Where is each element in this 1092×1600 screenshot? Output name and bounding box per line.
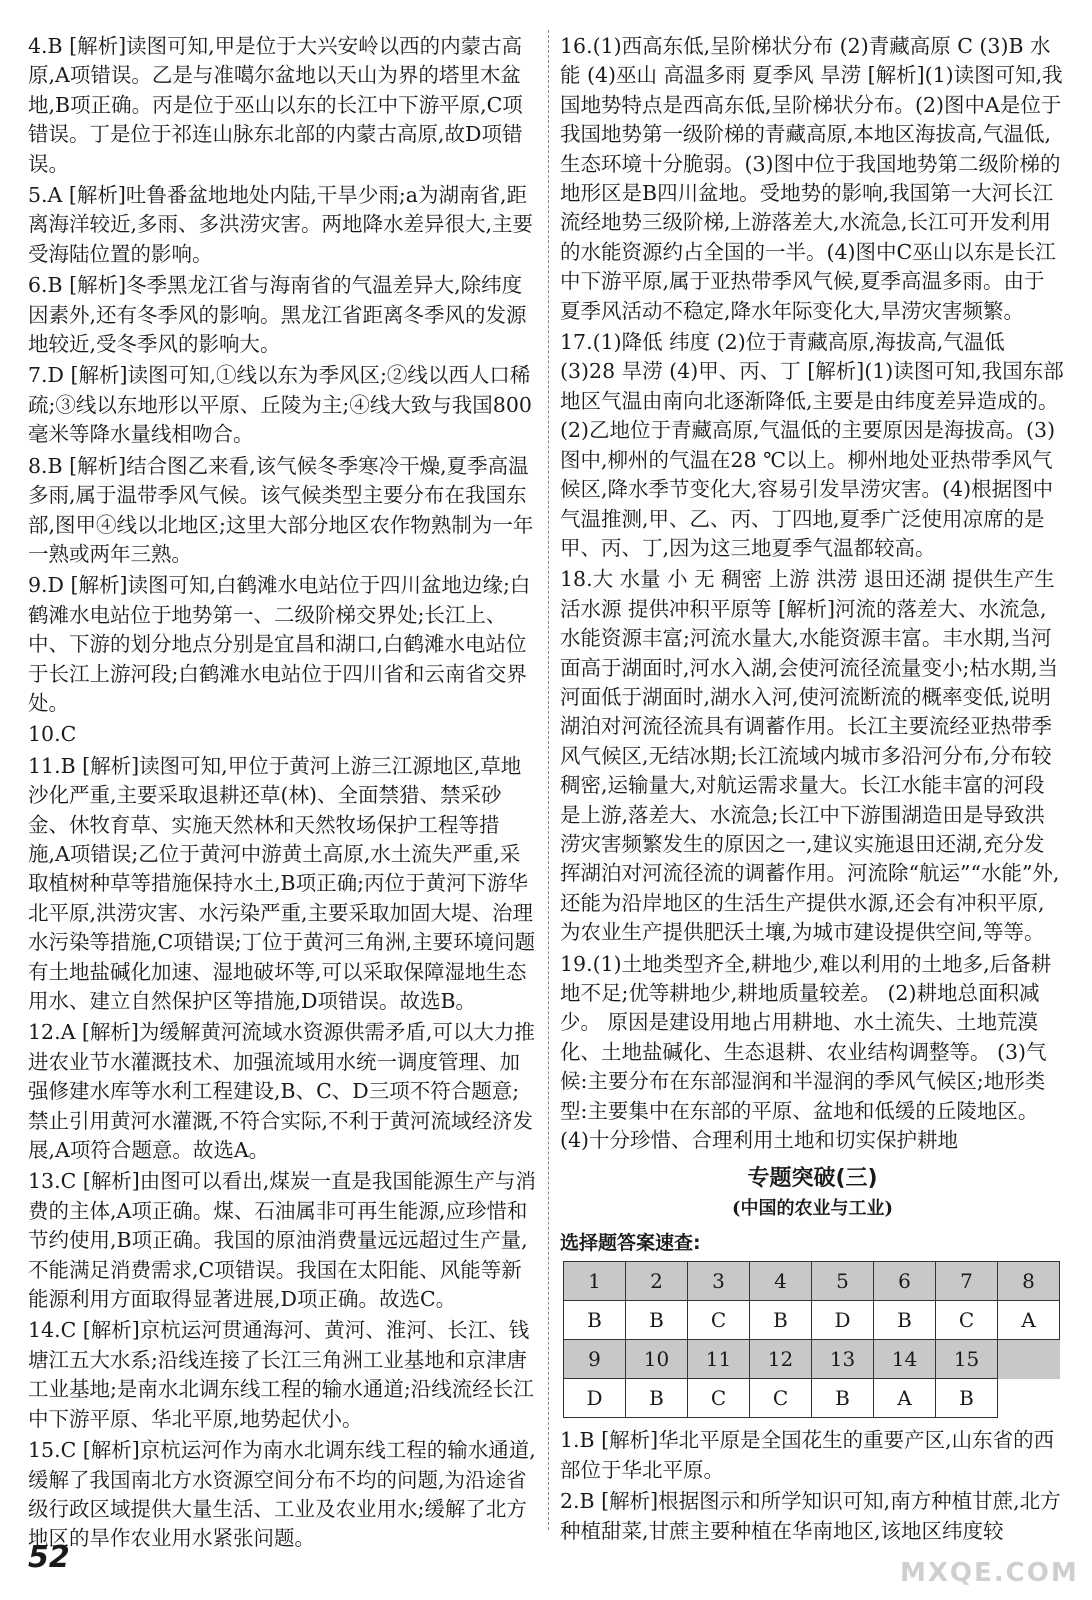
question-number-cell: 12 <box>750 1340 812 1379</box>
question-number-cell: 4 <box>750 1262 812 1301</box>
answer-table-row <box>564 1340 1060 1379</box>
answer-item: 15.C [解析]京杭运河作为南水北调东线工程的输水通道,缓解了我国南北方水资源空间分布不均的问题,为沿途省级行政区域提供大量生活、工业及农业用水;缓解了北方地区的旱作农业用水紧张问题。 <box>28 1438 536 1551</box>
empty-cell <box>998 1379 1060 1418</box>
answer-item: 12.A [解析]为缓解黄河流域水资源供需矛盾,可以大力推进农业节水灌溉技术、加强流域用水统一调度管理、加强修建水库等水利工程建设,B、C、D三项不符合题意;禁止引用黄河水灌溉,不符合实际,不利于黄河流域经济发展,A项符合题意。故选A。 <box>28 1020 535 1163</box>
answer-item: 2.B [解析]根据图示和所学知识可知,南方种植甘蔗,北方种植甜菜,甘蔗主要种植在华南地区,该地区纬度较 <box>560 1489 1061 1543</box>
section-subtitle: (中国的农业与工业) <box>731 1198 894 1220</box>
answer-item: 4.B [解析]读图可知,甲是位于大兴安岭以西的内蒙古高原,A项错误。乙是与准噶尔盆地以天山为界的塔里木盆地,B项正确。丙是位于巫山以东的长江中下游平原,C项错误。丁是位于祁连山脉东北部的内蒙古高原,故D项错误。 <box>28 34 523 176</box>
answer-item: 17.(1)降低 纬度 (2)位于青藏高原,海拔高,气温低 (3)28 旱涝 (4)甲、丙、丁 [解析](1)读图可知,我国东部地区气温由南向北逐渐降低,主要是由纬度差异造成的。(2)乙地位于青藏高原,气温低的主要原因是海拔高。(3)图中,柳州的气温在28 ℃以上。柳州地处亚热带季风气候区,降水季节变化大,容易引发旱涝灾害。(4)根据图中气温推测,甲、乙、丙、丁四地,夏季广泛使用凉席的是甲、丙、丁,因为这三地夏季气温都较高。 <box>560 330 1064 560</box>
column-divider <box>548 30 549 1530</box>
question-number-cell: 5 <box>812 1262 874 1301</box>
question-number-cell: 1 <box>564 1262 626 1301</box>
answer-item: 18.大 水量 小 无 稠密 上游 洪涝 退田还湖 提供生产生活水源 提供冲积平原等 [解析]河流的落差大、水流急,水能资源丰富;河流水量大,水能资源丰富。丰水期,当河面高于湖面时,河水入湖,会使河流径流量变小;枯水期,当河面低于湖面时,湖水入河,使河流断流的概率变低,说明湖泊对河流径流具有调蓄作用。长江主要流经亚热带季风气候区,无结冰期;长江流域内城市多沿河分布,分布较稠密,运输量大,对航运需求量大。长江水能丰富的河段是上游,落差大、水流急;长江中下游围湖造田是导致洪涝灾害频繁发生的原因之一,建议实施退田还湖,充分发挥湖泊对河流径流的调蓄作用。河流除“航运”“水能”外,还能为沿岸地区的生活生产提供水源,还会有冲积平原,为农业生产提供肥沃土壤,为城市建设提供空间,等等。 <box>560 567 1060 945</box>
answer-item: 19.(1)土地类型齐全,耕地少,难以利用的土地多,后备耕地不足;优等耕地少,耕地质量较差。 (2)耕地总面积减少。 原因是建设用地占用耕地、水土流失、土地荒漠化、土地盐碱化、生态退耕、农业结构调整等。 (3)气候:主要分布在东部湿润和半湿润的季风气候区;地形类型:主要集中在东部的平原、盆地和低缓的丘陵地区。 (4)十分珍惜、合理利用土地和切实保护耕地 <box>560 951 1052 1153</box>
answer-cell: D <box>564 1379 626 1418</box>
left-column <box>28 32 538 1556</box>
answer-item: 6.B [解析]冬季黑龙江省与海南省的气温差异大,除纬度因素外,还有冬季风的影响。黑龙江省距离冬季风的发源地较近,受冬季风的影响大。 <box>28 273 527 357</box>
section-title: 专题突破(三) <box>747 1166 878 1192</box>
question-number-cell: 3 <box>688 1262 750 1301</box>
answer-item: 7.D [解析]读图可知,①线以东为季风区;②线以西人口稀疏;③线以东地形以平原、丘陵为主;④线大致与我国800毫米等降水量线相吻合。 <box>28 363 532 447</box>
answer-cell: C <box>750 1379 812 1418</box>
answer-item: 8.B [解析]结合图乙来看,该气候冬季寒冷干燥,夏季高温多雨,属于温带季风气候。该气候类型主要分布在我国东部,图甲④线以北地区;这里大部分地区农作物熟制为一年一熟或两年三熟。 <box>28 453 534 566</box>
question-number-cell: 14 <box>874 1340 936 1379</box>
quick-answer-label: 选择题答案速查: <box>560 1232 701 1255</box>
answer-cell: A <box>874 1379 936 1418</box>
question-number-cell: 7 <box>936 1262 998 1301</box>
answer-item: 14.C [解析]京杭运河贯通海河、黄河、淮河、长江、钱塘江五大水系;沿线连接了长江三角洲工业基地和京津唐工业基地;是南水北调东线工程的输水通道;沿线流经长江中下游平原、华北平原,地势起伏小。 <box>28 1318 534 1431</box>
answer-cell: B <box>750 1301 812 1340</box>
answer-item: 1.B [解析]华北平原是全国花生的重要产区,山东省的西部位于华北平原。 <box>560 1428 1055 1482</box>
answer-item: 10.C <box>28 722 77 747</box>
answer-cell: B <box>626 1301 688 1340</box>
answer-cell: B <box>936 1379 998 1418</box>
question-number-cell: 2 <box>626 1262 688 1301</box>
answer-item: 5.A [解析]吐鲁番盆地地处内陆,干旱少雨;a为湖南省,距离海洋较近,多雨、多洪涝灾害。两地降水差异很大,主要受海陆位置的影响。 <box>28 183 534 266</box>
answer-item: 11.B [解析]读图可知,甲位于黄河上游三江源地区,草地沙化严重,主要采取退耕还草(林)、全面禁猎、禁采砂金、休牧育草、实施天然林和天然牧场保护工程等措施,A项错误;乙位于黄河中游黄土高原,水土流失严重,采取植树种草等措施保持水土,B项正确;丙位于黄河下游华北平原,洪涝灾害、水污染严重,主要采取加固大堤、治理水污染等措施,C项错误;丁位于黄河三角洲,主要环境问题有土地盐碱化加速、湿地破坏等,可以采取保障湿地生态用水、建立自然保护区等措施,D项错误。故选B。 <box>28 753 536 1013</box>
question-number-cell: 8 <box>998 1262 1060 1301</box>
watermark-logo <box>900 1520 1079 1590</box>
watermark-text: MXQE.COM <box>900 1558 1079 1588</box>
question-number-cell: 15 <box>936 1340 998 1379</box>
answer-table-row <box>564 1262 1060 1301</box>
question-number-cell: 9 <box>564 1340 626 1379</box>
answer-table-row <box>564 1301 1060 1340</box>
answer-cell: B <box>564 1301 626 1340</box>
page-number: 52 <box>28 1540 70 1575</box>
answer-cell: A <box>998 1301 1060 1340</box>
answer-item: 9.D [解析]读图可知,白鹤滩水电站位于四川盆地边缘;白鹤滩水电站位于地势第一、二级阶梯交界处;长江上、中、下游的划分地点分别是宜昌和湖口,白鹤滩水电站位于长江上游河段;白鹤滩水电站位于四川省和云南省交界处。 <box>28 573 531 715</box>
answer-cell: C <box>688 1301 750 1340</box>
question-number-cell: 11 <box>688 1340 750 1379</box>
answer-cell: C <box>936 1301 998 1340</box>
question-number-cell: 10 <box>626 1340 688 1379</box>
answer-cell: B <box>874 1301 936 1340</box>
answer-table-row <box>564 1379 1060 1418</box>
answer-item: 16.(1)西高东低,呈阶梯状分布 (2)青藏高原 C (3)B 水能 (4)巫山 高温多雨 夏季风 旱涝 [解析](1)读图可知,我国地势特点是西高东低,呈阶梯状分布。(2)图中A是位于我国地势第一级阶梯的青藏高原,本地区海拔高,气温低,生态环境十分脆弱。(3)图中位于我国地势第二级阶梯的地形区是B四川盆地。受地势的影响,我国第一大河长江流经地势三级阶梯,上游落差大,水流急,长江可开发利用的水能资源约占全国的一半。(4)图中C巫山以东是长江中下游平原,属于亚热带季风气候,夏季高温多雨。由于夏季风活动不稳定,降水年际变化大,旱涝灾害频繁。 <box>560 34 1063 323</box>
question-number-cell: 6 <box>874 1262 936 1301</box>
answer-table <box>563 1261 1060 1418</box>
answer-cell: B <box>626 1379 688 1418</box>
empty-cell <box>998 1340 1060 1379</box>
answer-cell: C <box>688 1379 750 1418</box>
answer-item: 13.C [解析]由图可以看出,煤炭一直是我国能源生产与消费的主体,A项正确。煤、石油属非可再生能源,应珍惜和节约使用,B项正确。我国的原油消费量远远超过生产量,不能满足消费需求,C项错误。我国在太阳能、风能等新能源利用方面取得显著进展,D项正确。故选C。 <box>28 1169 536 1312</box>
question-number-cell: 13 <box>812 1340 874 1379</box>
answer-cell: D <box>812 1301 874 1340</box>
answer-cell: B <box>812 1379 874 1418</box>
right-column <box>560 32 1065 1548</box>
